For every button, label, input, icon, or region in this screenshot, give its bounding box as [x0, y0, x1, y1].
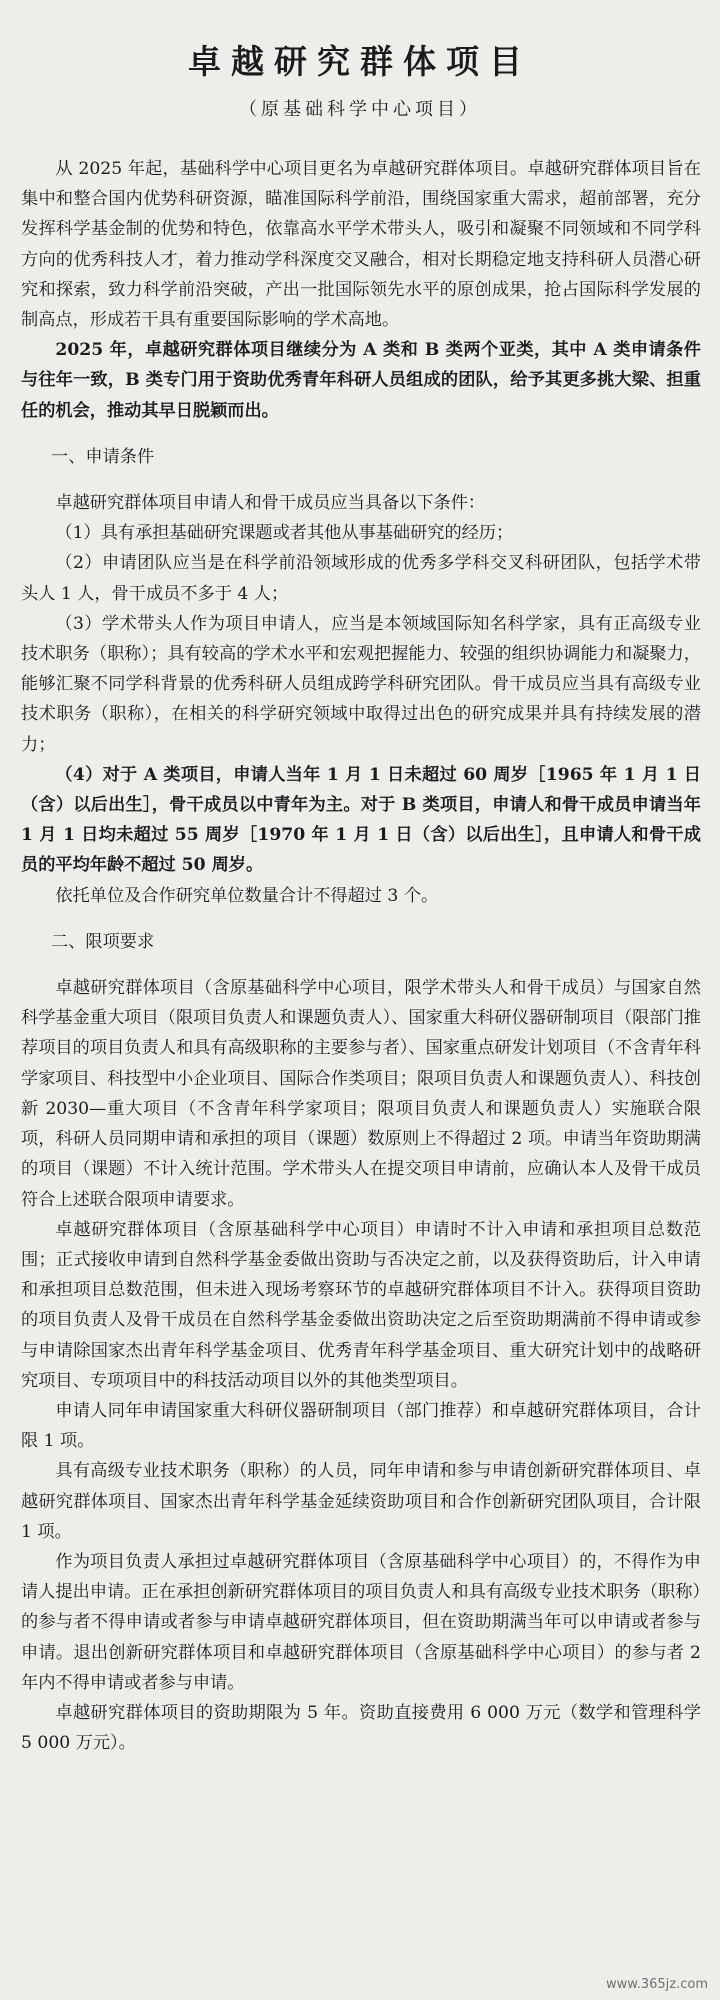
section-heading-limits: 二、限项要求 — [51, 931, 155, 952]
limits-paragraph: 申请人同年申请国家重大科研仪器研制项目（部门推荐）和卓越研究群体项目，合计限 1 项。 — [21, 1400, 701, 1452]
conditions-paragraph: 卓越研究群体项目申请人和骨干成员应当具备以下条件： — [55, 493, 486, 514]
intro-paragraph: 从 2025 年起，基础科学中心项目更名为卓越研究群体项目。卓越研究群体项目旨在集中和整合国内优势科研资源，瞄准国际科学前沿，围绕国家重大需求，超前部署，充分发挥科学基金制的优势和特色，依靠高水平学术带头人，吸引和凝聚不同领域和不同学科方向的优秀科技人才，着力推动学科深度交叉融合，相对长期稳定地支持科研人员潜心研究和探索，致力科学前沿突破，产出一批国际领先水平的原创成果，抢占国际科学发展的制高点，形成若干具有重要国际影响的学术高地。 — [21, 159, 701, 331]
conditions-item-2: （2）申请团队应当是在科学前沿领域形成的优秀多学科交叉科研团队，包括学术带头人 1 人，骨干成员不多于 4 人； — [21, 553, 701, 604]
conditions-item-3: （3）学术带头人作为项目申请人，应当是本领域国际知名科学家，具有正高级专业技术职务（职称）；具有较高的学术水平和宏观把握能力、较强的组织协调能力和凝聚力，能够汇聚不同学科背景的优秀科研人员组成跨学科研究团队。骨干成员应当具有高级专业技术职务（职称），在相关的科学研究领域中取得过出色的研究成果并具有持续发展的潜力； — [21, 613, 701, 755]
intro-paragraph-bold: 2025 年，卓越研究群体项目继续分为 A 类和 B 类两个亚类，其中 A 类申请条件与往年一致，B 类专门用于资助优秀青年科研人员组成的团队，给予其更多挑大梁、担重任的机会，推动其早日脱颖而出。 — [21, 340, 701, 421]
funding-paragraph: 卓越研究群体项目的资助期限为 5 年。资助直接费用 6 000 万元（数学和管理科学 5 000 万元）。 — [21, 1702, 701, 1754]
conditions-item-1: （1）具有承担基础研究课题或者其他从事基础研究的经历； — [55, 523, 514, 544]
limits-paragraph: 作为项目负责人承担过卓越研究群体项目（含原基础科学中心项目）的，不得作为申请人提出申请。正在承担创新研究群体项目的项目负责人和具有高级专业技术职务（职称）的参与者不得申请或者参与申请卓越研究群体项目，但在资助期满当年可以申请或者参与申请。退出创新研究群体项目和卓越研究群体项目（含原基础科学中心项目）的参与者 2 年内不得申请或者参与申请。 — [21, 1551, 701, 1693]
conditions-item-4: （4）对于 A 类项目，申请人当年 1 月 1 日未超过 60 周岁［1965 年 1 月 1 日（含）以后出生］，骨干成员以中青年为主。对于 B 类项目，申请人和骨干成员申请当年 1 月 1 日均未超过 55 周岁［1970 年 1 月 1 日（含）以后出生］，且申请人和骨干成员的平均年龄不超过 50 周岁。 — [21, 764, 701, 876]
document-subtitle: （原基础科学中心项目） — [239, 99, 481, 120]
limits-paragraph: 卓越研究群体项目（含原基础科学中心项目）申请时不计入申请和承担项目总数范围；正式接收申请到自然科学基金委做出资助与否决定之前，以及获得资助后，计入申请和承担项目总数范围，但未进入现场考察环节的卓越研究群体项目不计入。获得项目资助的项目负责人及骨干成员在自然科学基金委做出资助决定之后至资助期满前不得申请或参与申请除国家杰出青年科学基金项目、优秀青年科学基金项目、重大研究计划中的战略研究项目、专项项目中的科技活动项目以外的其他类型项目。 — [21, 1219, 701, 1391]
watermark: www.365jz.com — [606, 1977, 708, 1992]
document-body — [21, 154, 701, 1758]
limits-paragraph: 具有高级专业技术职务（职称）的人员，同年申请和参与申请创新研究群体项目、卓越研究群体项目、国家杰出青年科学基金延续资助项目和合作创新研究团队项目，合计限 1 项。 — [21, 1461, 701, 1542]
limits-paragraph: 卓越研究群体项目（含原基础科学中心项目，限学术带头人和骨干成员）与国家自然科学基金重大项目（限项目负责人和课题负责人）、国家重大科研仪器研制项目（限部门推荐项目的项目负责人和具有高级职称的主要参与者）、国家重点研发计划项目（不含青年科学家项目、科技型中小企业项目、国际合作类项目；限项目负责人和课题负责人）、科技创新 2030—重大项目（不含青年科学家项目；限项目负责人和课题负责人）实施联合限项，科研人员同期申请和承担的项目（课题）数原则上不得超过 2 项。申请当年资助期满的项目（课题）不计入统计范围。学术带头人在提交项目申请前，应确认本人及骨干成员符合上述联合限项申请要求。 — [21, 978, 701, 1210]
section-heading-conditions: 一、申请条件 — [51, 446, 155, 467]
document-title: 卓越研究群体项目 — [188, 42, 532, 81]
conditions-paragraph: 依托单位及合作研究单位数量合计不得超过 3 个。 — [55, 885, 439, 906]
